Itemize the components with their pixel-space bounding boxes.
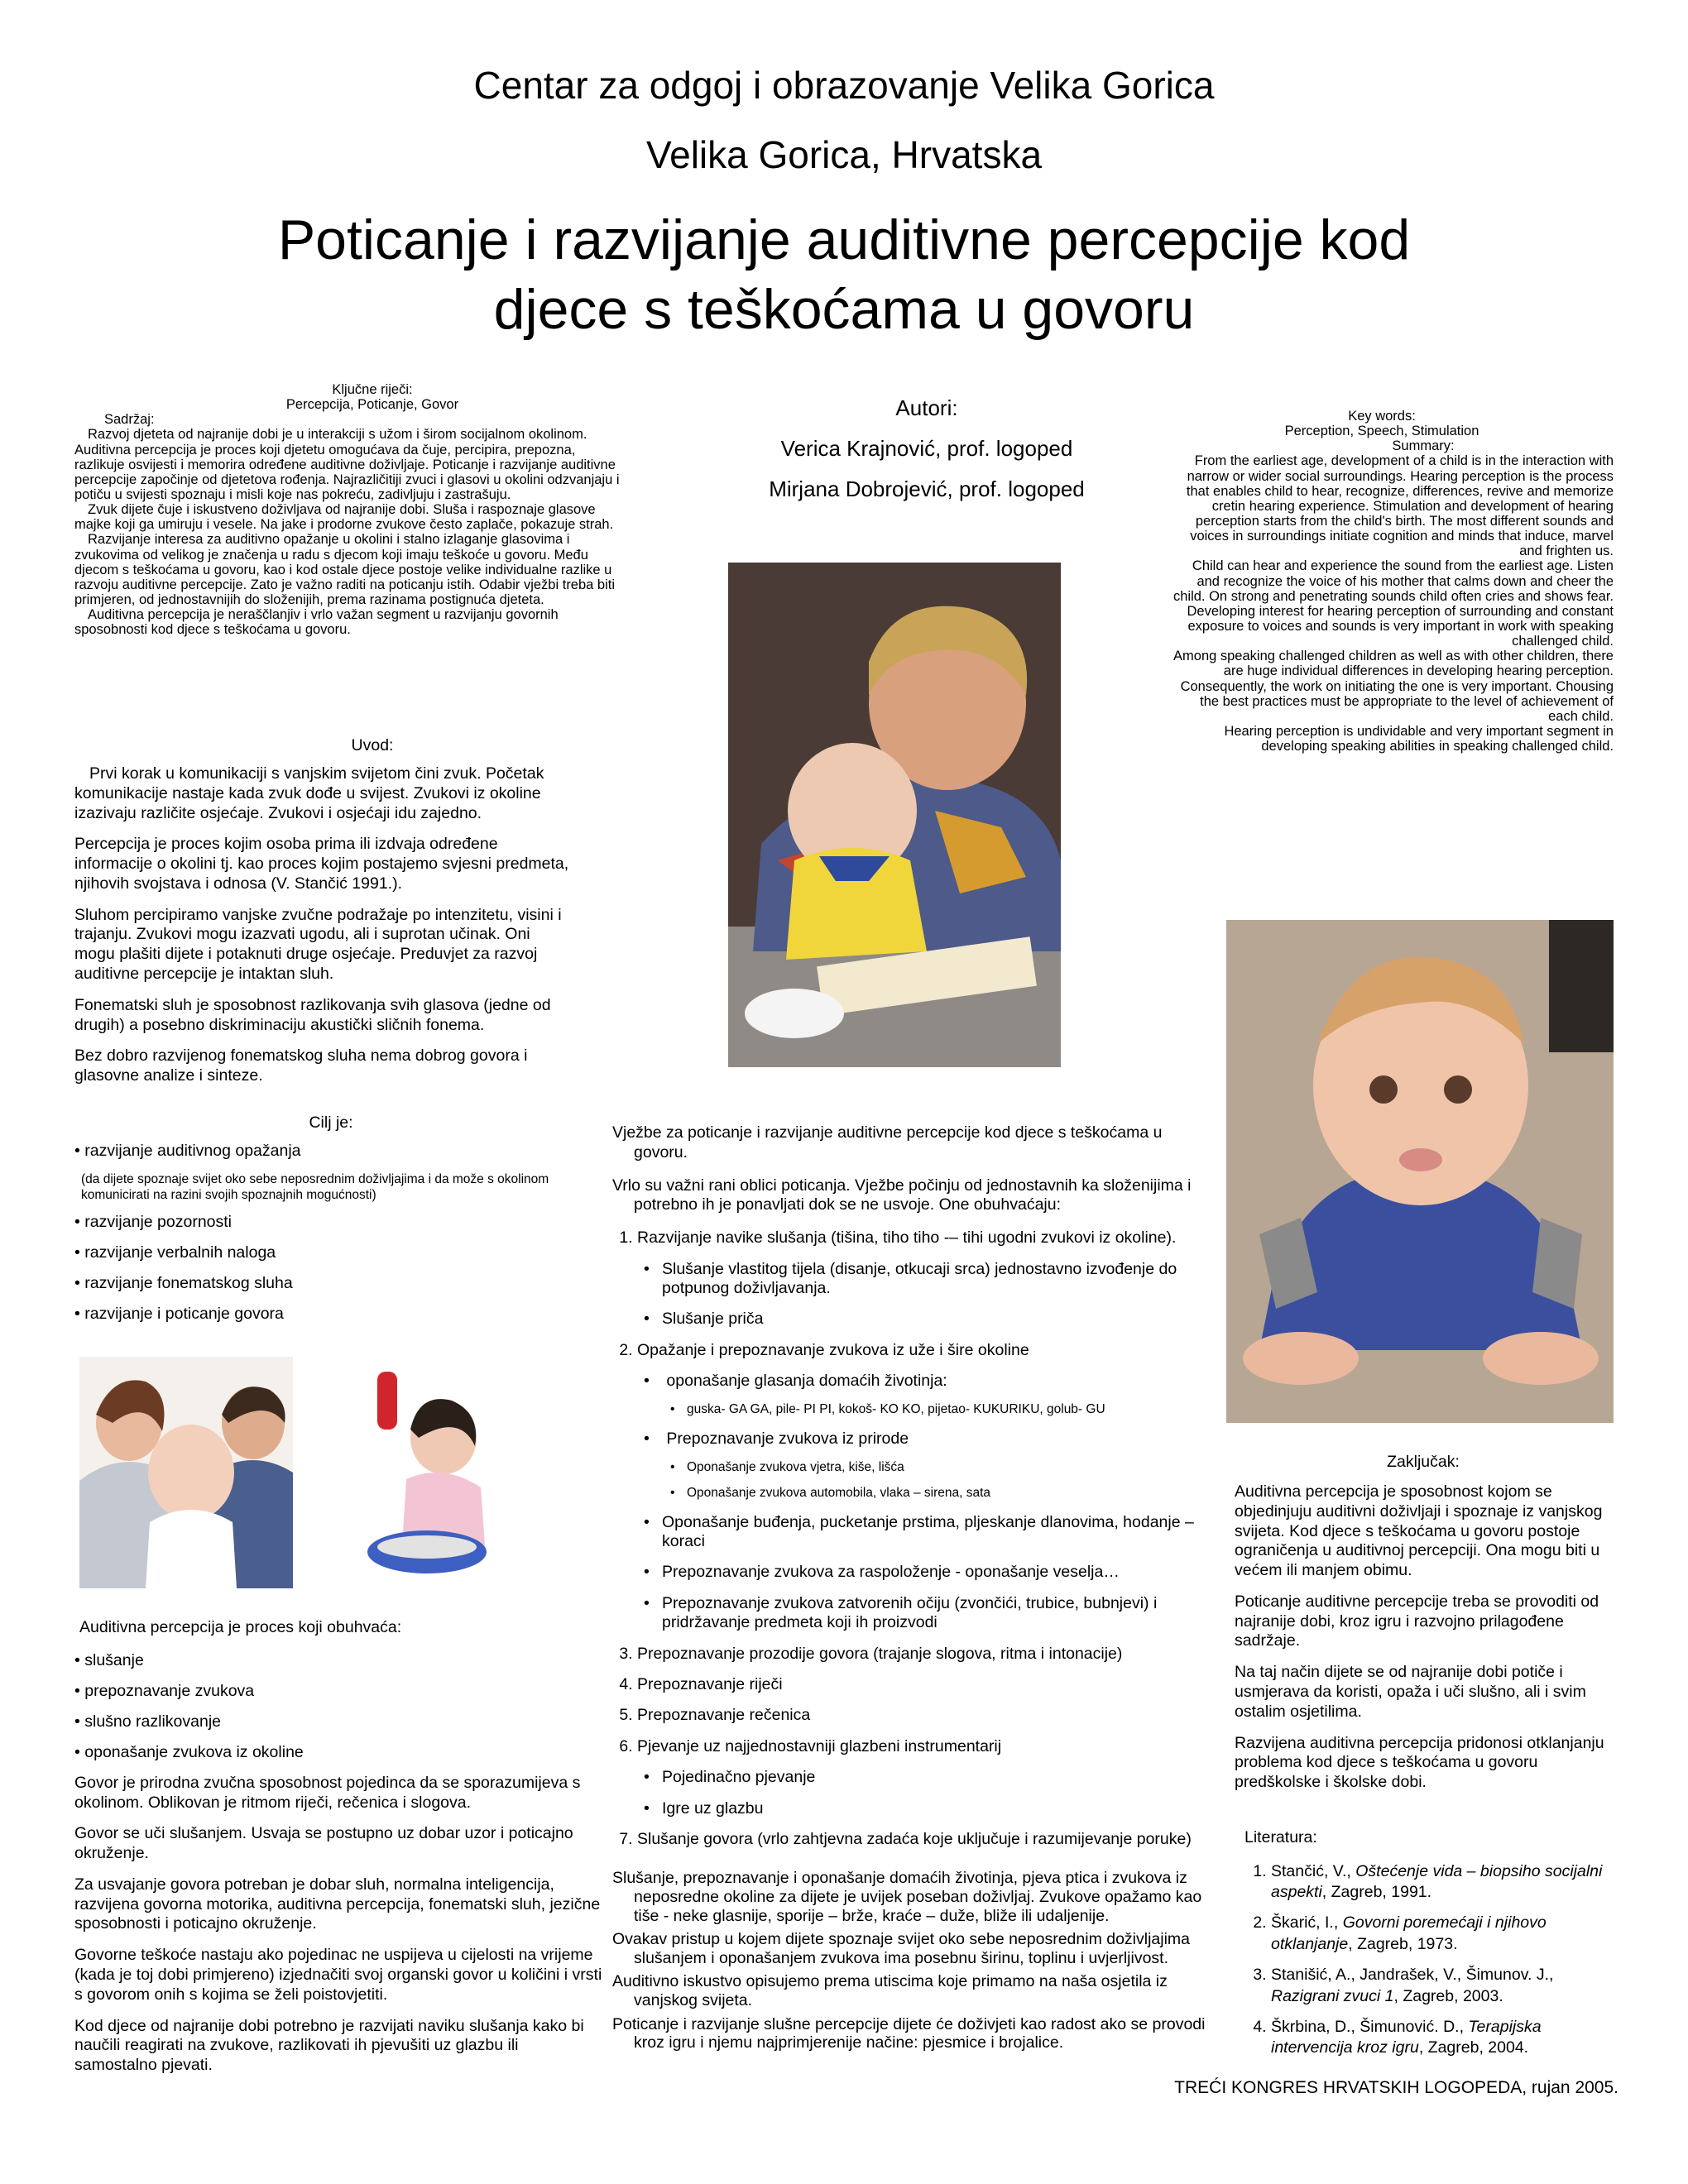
- vjezba-subitem: • Oponašanje buđenja, pucketanje prstima, pljeskanje dlanovima, hodanje – koraci: [662, 1513, 1208, 1552]
- reference-rest: , Zagreb, 2004.: [1418, 2038, 1529, 2057]
- cilj-item: • razvijanje pozornosti: [74, 1213, 571, 1232]
- vjezba-item-4: 4. Prepoznavanje riječi: [637, 1675, 1208, 1694]
- keywords-values: Percepcija, Poticanje, Govor: [285, 397, 459, 413]
- abstract-line: Auditivna percepcija je proces koji djetetu omogućava da čuje, percipira, prepozna,: [74, 442, 576, 457]
- cilj-item: • razvijanje verbalnih naloga: [74, 1243, 571, 1262]
- summary-line: exposure to voices and sounds is very important in work with speaking: [1187, 618, 1614, 634]
- obuhvaca-paragraph: Kod djece od najranije dobi potrebno je razvijati naviku slušanja kako bi naučili reagirati na zvukove, razlikovati ih pjevušiti uz glazbu ili samostalno pjevati.: [74, 2016, 584, 2075]
- poster-title-line1: Poticanje i razvijanje auditivne percepcije kod: [277, 208, 1411, 271]
- abstract-line: zvukovima od velikog je značenja u radu s djecom koji imaju teškoće u govoru. Među: [74, 547, 588, 563]
- summary-line: perception starts from the child's birth. The most different sounds and: [1195, 513, 1614, 529]
- cilj-list: [74, 1142, 571, 1161]
- family-photo: [79, 1357, 293, 1588]
- summary-line: each child.: [1548, 708, 1614, 724]
- reference-item: [1271, 1965, 1609, 2007]
- vjezba-subitem-text: oponašanje glasanja domaćih životinja:: [666, 1372, 947, 1391]
- zakljucak-paragraph: Poticanje auditivne percepcije treba se provoditi od najranije dobi, kroz igru i razvojno prilagođene sadržaje.: [1235, 1592, 1599, 1650]
- vjezba-subsubitem: • Oponašanje zvukova vjetra, kiše, lišća: [687, 1460, 1208, 1476]
- abstract-line: Zvuk dijete čuje i iskustveno doživljava od najranije dobi. Sluša i raspoznaje glasove: [88, 502, 596, 518]
- vjezbe-closing-paragraph: Poticanje i razvijanje slušne percepcije dijete će doživjeti kao radost ako se provodi kroz igru i njemu najprimjerenije načine: pjesmice i brojalice.: [612, 2014, 1206, 2052]
- uvod-paragraph: Prvi korak u komunikaciji s vanjskim svijetom čini zvuk. Početak komunikacije nastaje kada zvuk dođe u svijest. Zvukovi iz okoline izazivaju različite osjećaje. Zvukovi i osjećaji idu zajedno.: [74, 764, 544, 822]
- uvod-paragraph: Percepcija je proces kojim osoba prima ili izdvaja određene informacije o okolini tj. kao proces kojim postajemo svjesni predmeta, njihovih svojstava i odnosa (V. Stančić 1991.).: [74, 835, 569, 893]
- zakljucak-paragraph: Auditivna percepcija je sposobnost kojom se objedinjuju auditivni doživljaji i spoznaje iz vanjskog svijeta. Kod djece s teškoćama u govoru postoje ograničenja u auditivnoj percepciji. Ona mogu biti u većem ili manjem obimu.: [1235, 1482, 1603, 1580]
- vjezbe-intro-block: [612, 1123, 1208, 1215]
- abstract-line: razvoju auditivne percepcije. Zato je važno raditi na poticanju istih. Odabir vježbi treba biti: [74, 577, 616, 592]
- vjezba-subitem: • Slušanje priča: [662, 1310, 1208, 1329]
- obuhvaca-item: • slušno razlikovanje: [74, 1712, 604, 1731]
- vjezba-item-5: 5. Prepoznavanje rečenica: [637, 1706, 1208, 1725]
- vjezba-subitem-text: Prepoznavanje zvukova iz prirode: [666, 1430, 909, 1449]
- vjezbe-section: [612, 1123, 1208, 2057]
- vjezba-subsubitem: • Oponašanje zvukova automobila, vlaka – sirena, sata: [687, 1486, 1208, 1502]
- vjezbe-closing-paragraph: Slušanje, prepoznavanje i oponašanje domaćih životinja, pjeva ptica i zvukova iz neposredne okoline za dijete je uvijek poseban doživljaj. Zvukove opažamo kao tiše - neke glasnije, sporije – brže, kraće – duže, bliže ili udaljenije.: [612, 1869, 1202, 1925]
- reference-title: Terapijska intervencija kroz igru: [1271, 2017, 1542, 2057]
- abstract-line: djecom s teškoćama u govoru, kao i kod ostale djece postoje velike individualne razlike u: [74, 562, 612, 577]
- summary-line: Developing interest for hearing perception of surrounding and constant: [1187, 603, 1614, 619]
- cilj-list: [74, 1213, 571, 1324]
- reference-item: [1271, 2017, 1609, 2059]
- abstract-line: Razvijanje interesa za auditivno opažanje u okolini i stalno izlaganje glasovima i: [88, 532, 570, 548]
- summary-line: Child can hear and experience the sound from the earliest age. Listen: [1192, 558, 1614, 574]
- uvod-heading: Uvod:: [351, 736, 394, 754]
- footer-congress: TREĆI KONGRES HRVATSKIH LOGOPEDA, rujan 2005.: [1174, 2078, 1618, 2097]
- zakljucak-paragraph: Na taj način dijete se od najranije dobi potiče i usmjerava da koristi, opaža i uči slušno, ali i svim ostalim osjetilima.: [1235, 1663, 1586, 1721]
- vjezba-subsublist: [662, 1402, 1208, 1418]
- vjezba-subitem: • Igre uz glazbu: [662, 1799, 1208, 1818]
- summary-line: Among speaking challenged children as well as with other children, there: [1173, 649, 1614, 664]
- summary-line: child. On strong and penetrating sounds child often cries and shows fear.: [1173, 588, 1614, 604]
- summary-line: developing speaking abilities in speaking challenged child.: [1261, 739, 1614, 754]
- org-location: Velika Gorica, Hrvatska: [645, 133, 1043, 176]
- father-baby-illustration: [728, 563, 1061, 1067]
- vjezba-subitem: • Pojedinačno pjevanje: [662, 1768, 1208, 1787]
- keywords-label: Ključne riječi:: [332, 382, 413, 397]
- reference-title: Oštećenje vida – biopsiho socijalni aspekti: [1271, 1861, 1603, 1902]
- abstract-line: percepcije započinje od djetetova rođenja. Najrazličitiji zvuci i glasovi u okolini odzvanjaju i: [74, 472, 620, 487]
- obuhvaca-paragraph: Govor je prirodna zvučna sposobnost pojedinca da se sporazumijeva s okolinom. Oblikovan je ritmom riječi, rečenica i slogova.: [74, 1773, 581, 1812]
- vjezba-subitem: • Slušanje vlastitog tijela (disanje, otkucaji srca) jednostavno izvođenje do potpunog doživljavanja.: [662, 1260, 1208, 1299]
- key-words-label: Key words:: [1348, 409, 1416, 424]
- cilj-section: [74, 1142, 571, 1335]
- vjezba-item-6-text: Pjevanje uz najjednostavniji glazbeni instrumentarij: [637, 1736, 1002, 1755]
- vjezba-subsubitem: • guska- GA GA, pile- PI PI, kokoš- KO KO, pijetao- KUKURIKU, golub- GU: [687, 1402, 1208, 1418]
- obuhvaca-paragraph: Govor se uči slušanjem. Usvaja se postupno uz dobar uzor i poticajno okruženje.: [74, 1824, 573, 1863]
- summary-line: cretin hearing experience. Stimulation and development of hearing: [1211, 498, 1614, 514]
- literatura-heading: Literatura:: [1244, 1828, 1317, 1846]
- reference-title: Razigrani zvuci 1: [1271, 1986, 1394, 2005]
- uvod-paragraph: Fonematski sluh je sposobnost razlikovanja svih glasova (jedne od drugih) a posebno diskriminaciju akustički sličnih fonema.: [74, 995, 551, 1034]
- vjezba-item-3: 3. Prepoznavanje prozodije govora (trajanje slogova, ritma i intonacije): [637, 1645, 1208, 1664]
- right-abstract: [1117, 409, 1614, 754]
- summary-line: Consequently, the work on initiating the one is very important. Chousing: [1180, 678, 1614, 694]
- summary-line: voices in surroundings initiate cognition and minds that induce, marvel: [1190, 529, 1614, 544]
- family-illustration: [79, 1357, 293, 1588]
- cilj-note: (da dijete spoznaje svijet oko sebe neposrednim doživljajima i da može s okolinom komunicirati na razini svojih spoznajnih mogućnosti): [81, 1172, 549, 1202]
- cilj-heading: Cilj je:: [309, 1114, 353, 1132]
- abstract-line: razlikuje osvijesti i memorira određene auditivne doživljaje. Poticanje i razvijanje auditivne: [74, 457, 616, 472]
- authors-label: Autori:: [895, 395, 958, 420]
- vjezba-item-1-text: Razvijanje navike slušanja (tišina, tiho tiho -– tihi ugodni zvukovi iz okoline).: [637, 1228, 1177, 1248]
- summary-line: challenged child.: [1512, 634, 1614, 649]
- baby-phone-illustration: [361, 1363, 493, 1580]
- uvod-paragraph: Bez dobro razvijenog fonematskog sluha nema dobrog govora i glasovne analize i sinteze.: [74, 1046, 528, 1085]
- reference-title: Govorni poremećaji i njihovo otklanjanje: [1271, 1913, 1547, 1953]
- baby-phone-photo: [361, 1363, 493, 1580]
- obuhvaca-item: • slušanje: [74, 1651, 604, 1670]
- author-1: Verica Krajnović, prof. logoped: [780, 436, 1073, 462]
- vjezba-subitem: [662, 1372, 1208, 1418]
- org-name: Centar za odgoj i obrazovanje Velika Gorica: [473, 64, 1215, 107]
- vjezba-item-6-sublist: [637, 1768, 1208, 1818]
- abstract-line: primjeren, od jednostavnijih do složenijih, prema razinama postignuća djeteta.: [74, 592, 544, 607]
- reference-rest: , Zagreb, 1991.: [1321, 1883, 1432, 1902]
- summary-line: and frighten us.: [1519, 544, 1614, 559]
- crawling-baby-photo: [1226, 920, 1614, 1423]
- authors-block: [695, 395, 1158, 503]
- father-baby-photo: [728, 563, 1061, 1067]
- reference-rest: , Zagreb, 1973.: [1348, 1934, 1458, 1953]
- summary-line: Hearing perception is undividable and very important segment in: [1224, 723, 1614, 739]
- summary-line: are huge individual differences in developing hearing perception.: [1223, 663, 1614, 679]
- abstract-line: majke koji ga umiruju i vesele. Na jake i prodorne zvukove često zaplače, pokazuje strah.: [74, 517, 614, 533]
- vjezba-item-2-text: Opažanje i prepoznavanje zvukova iz uže i šire okoline: [637, 1340, 1029, 1359]
- summary-label: Summary:: [1392, 438, 1455, 454]
- obuhvaca-section: [74, 1618, 604, 2087]
- cilj-item: • razvijanje auditivnog opažanja: [74, 1142, 571, 1161]
- abstract-line: Razvoj djeteta od najranije dobi je u interakciji s užom i širom socijalnom okolinom.: [88, 427, 587, 443]
- vjezba-item-7: 7. Slušanje govora (vrlo zahtjevna zadaća koje uključuje i razumijevanje poruke): [637, 1830, 1208, 1849]
- cilj-item: • razvijanje fonematskog sluha: [74, 1274, 571, 1293]
- vjezba-item-6: [637, 1737, 1208, 1818]
- vjezba-item-1-sublist: [637, 1260, 1208, 1329]
- summary-line: that enables child to hear, recognize, differences, revive and memorize: [1186, 483, 1614, 499]
- literatura-section: [1244, 1828, 1609, 2069]
- reference-author: Škarić, I.,: [1271, 1913, 1343, 1933]
- vjezba-item-1: [637, 1228, 1208, 1329]
- obuhvaca-intro: Auditivna percepcija je proces koji obuhvaća:: [79, 1618, 402, 1636]
- zakljucak-section: [1235, 1482, 1615, 1804]
- vjezbe-intro: Vježbe za poticanje i razvijanje auditivne percepcije kod djece s teškoćama u govoru.: [612, 1123, 1163, 1161]
- literatura-list: [1244, 1861, 1609, 2059]
- abstract-line: Auditivna percepcija je neraščlanjiv i vrlo važan segment u razvijanju govornih: [88, 607, 559, 623]
- obuhvaca-list: [74, 1651, 604, 1762]
- obuhvaca-paragraphs: [74, 1774, 604, 2076]
- poster-title-line2: djece s teškoćama u govoru: [493, 278, 1195, 341]
- crawling-baby-illustration: [1226, 920, 1614, 1423]
- vjezba-subitem: [662, 1430, 1208, 1502]
- summary-line: the best practices must be appropriate to the level of achievement of: [1200, 693, 1614, 709]
- reference-author: Stančić, V.,: [1271, 1861, 1356, 1880]
- uvod-section: [74, 764, 571, 1098]
- obuhvaca-paragraph: Za usvajanje govora potreban je dobar sluh, normalna inteligencija, razvijena govorna motorika, auditivna percepcija, fonematski sluh, jezične sposobnosti i poticajno okruženje.: [74, 1875, 601, 1933]
- reference-author: Škrbina, D., Šimunović. D.,: [1271, 2017, 1469, 2036]
- vjezbe-list: [612, 1228, 1208, 1849]
- summary-line: From the earliest age, development of a child is in the interaction with: [1194, 453, 1614, 469]
- cilj-item: • razvijanje i poticanje govora: [74, 1305, 571, 1324]
- abstract-line: potiču u svijesti spoznaju i misli koje nas pokreću, zadivljuju i zastrašuju.: [74, 486, 511, 502]
- abstract-line: sposobnosti kod djece s teškoćama u govoru.: [74, 622, 351, 638]
- reference-item: [1271, 1861, 1609, 1904]
- vjezba-item-2-sublist: [637, 1372, 1208, 1633]
- obuhvaca-item: • prepoznavanje zvukova: [74, 1682, 604, 1701]
- vjezba-item-2: [637, 1341, 1208, 1633]
- uvod-paragraph: Sluhom percipiramo vanjske zvučne podražaje po intenzitetu, visini i trajanju. Zvukovi mogu izazvati ugodu, ali i suprotan učinak. Oni mogu plašiti dijete i potaknuti druge osjećaje. Preduvjet za razvoj auditivne percepcije je intaktan sluh.: [74, 905, 562, 984]
- vjezba-subsublist: [662, 1460, 1208, 1501]
- obuhvaca-paragraph: Govorne teškoće nastaju ako pojedinac ne uspijeva u cijelosti na vrijeme (kada je toj dobi primjereno) izjednačiti svoj organski govor u količini i vrsti s govorom onih s kojima se želi poistovjetiti.: [74, 1946, 602, 2004]
- vjezbe-intro-2: Vrlo su važni rani oblici poticanja. Vježbe počinju od jednostavnih ka složenijima i potrebno ih je ponavljati dok se ne usvoje. One obuhvaćaju:: [612, 1176, 1192, 1214]
- vjezbe-closing-paragraph: Ovakav pristup u kojem dijete spoznaje svijet oko sebe neposrednim doživljajima slušanjem i oponašanjem zvukova ima posebnu širinu, toplinu i uvjerljivost.: [612, 1930, 1191, 1967]
- vjezba-subitem: • Prepoznavanje zvukova za raspoloženje - oponašanje veselja…: [662, 1563, 1208, 1582]
- zakljucak-heading: Zaključak:: [1387, 1453, 1460, 1471]
- reference-item: [1271, 1913, 1609, 1955]
- vjezbe-closing: [612, 1869, 1208, 2052]
- content-label: Sadržaj:: [104, 412, 155, 428]
- summary-line: and recognize the voice of his mother that calms down and cheer the: [1196, 573, 1614, 589]
- key-words-values: Perception, Speech, Stimulation: [1284, 424, 1479, 439]
- summary-line: narrow or wider social surroundings. Hearing perception is the process: [1187, 468, 1614, 484]
- reference-rest: , Zagreb, 2003.: [1393, 1986, 1503, 2005]
- vjezbe-closing-paragraph: Auditivno iskustvo opisujemo prema utiscima koje primamo na naša osjetila iz vanjskog svijeta.: [612, 1972, 1168, 2009]
- left-abstract: [74, 382, 670, 637]
- vjezba-subitem: • Prepoznavanje zvukova zatvorenih očiju (zvončići, trubice, bubnjevi) i pridržavanje predmeta koji ih proizvodi: [662, 1594, 1208, 1633]
- reference-author: Stanišić, A., Jandrašek, V., Šimunov. J.,: [1271, 1966, 1554, 1985]
- obuhvaca-item: • oponašanje zvukova iz okoline: [74, 1743, 604, 1762]
- zakljucak-paragraph: Razvijena auditivna percepcija pridonosi otklanjanju problema kod djece s teškoćama u govoru predškolske i školske dobi.: [1235, 1733, 1604, 1792]
- author-2: Mirjana Dobrojević, prof. logoped: [769, 477, 1085, 502]
